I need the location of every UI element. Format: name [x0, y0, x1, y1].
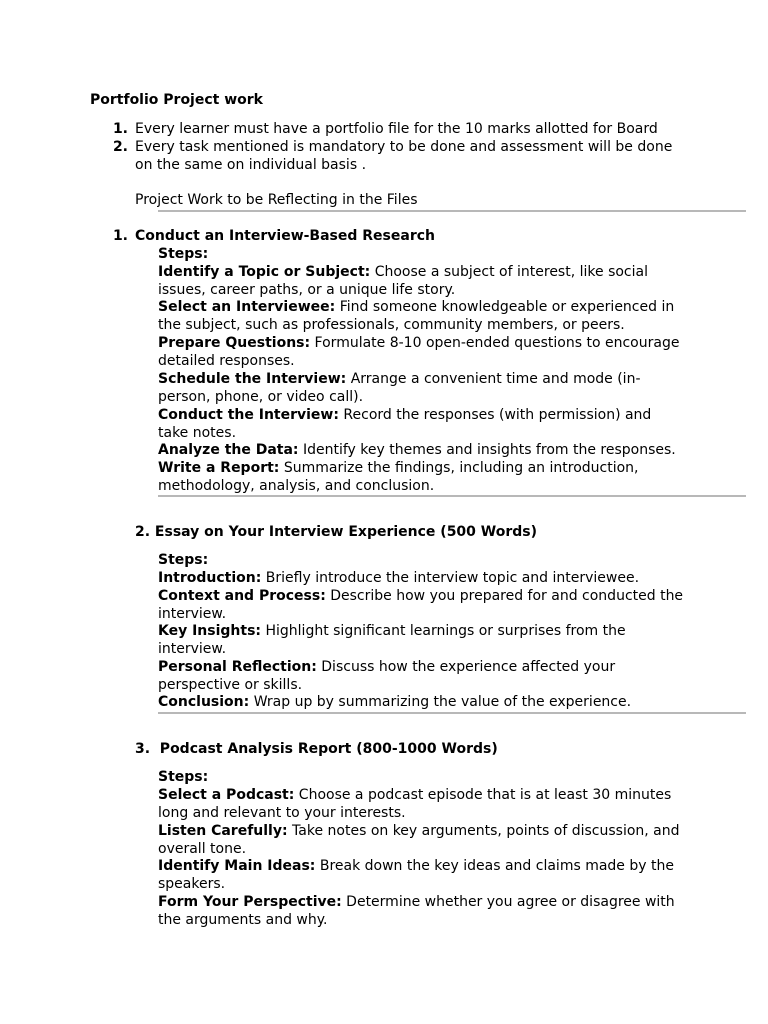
- section2-steps-label: Steps:: [158, 552, 209, 568]
- section2-step: [158, 693, 698, 711]
- page-title: Portfolio Project work: [90, 92, 263, 108]
- section2-step: [158, 622, 628, 658]
- section2-heading: 2. Essay on Your Interview Experience (500 Words): [135, 524, 538, 540]
- step-text: Discuss how the experience affected your perspective or skills.: [158, 659, 616, 693]
- section2-step: [158, 587, 698, 623]
- step-text: Break down the key ideas and claims made by the speakers.: [158, 858, 674, 892]
- section1-step: [158, 406, 658, 442]
- step-label: Conduct the Interview:: [158, 407, 339, 423]
- section3-heading: 3. Podcast Analysis Report (800-1000 Words): [135, 741, 498, 757]
- section3-steps-label: Steps:: [158, 769, 209, 785]
- intro-item-1-text: Every learner must have a portfolio file for the 10 marks allotted for Board: [135, 121, 658, 137]
- step-text: Find someone knowledgeable or experienced in the subject, such as professionals, community members, or peers.: [158, 299, 675, 333]
- project-work-subheading: Project Work to be Reflecting in the Files: [135, 192, 418, 208]
- section2-step: [158, 658, 628, 694]
- step-label: Select an Interviewee:: [158, 299, 336, 315]
- step-text: Determine whether you agree or disagree with the arguments and why.: [158, 894, 675, 928]
- section1-steps-label: Steps:: [158, 246, 209, 262]
- step-text: Identify key themes and insights from the responses.: [298, 442, 676, 458]
- section1-number: 1.: [112, 228, 128, 244]
- section1-step: [158, 441, 698, 459]
- divider: [158, 712, 746, 714]
- section1-step: [158, 334, 698, 370]
- section1-heading: Conduct an Interview-Based Research: [135, 228, 435, 244]
- step-text: Arrange a convenient time and mode (in-person, phone, or video call).: [158, 371, 641, 405]
- divider: [158, 210, 746, 212]
- section1-step: [158, 370, 658, 406]
- step-label: Identify a Topic or Subject:: [158, 264, 371, 280]
- step-label: Listen Carefully:: [158, 823, 288, 839]
- divider: [158, 495, 746, 497]
- step-label: Select a Podcast:: [158, 787, 295, 803]
- step-text: Formulate 8-10 open-ended questions to encourage detailed responses.: [158, 335, 680, 369]
- step-label: Schedule the Interview:: [158, 371, 347, 387]
- step-label: Personal Reflection:: [158, 659, 317, 675]
- step-label: Context and Process:: [158, 588, 326, 604]
- step-text: Wrap up by summarizing the value of the experience.: [249, 694, 632, 710]
- section1-step: [158, 459, 648, 495]
- step-text: Briefly introduce the interview topic and interviewee.: [261, 570, 640, 586]
- section3-step: [158, 893, 698, 929]
- step-text: Describe how you prepared for and conducted the interview.: [158, 588, 684, 622]
- section3-step: [158, 786, 678, 822]
- section1-step: [158, 263, 698, 299]
- step-label: Identify Main Ideas:: [158, 858, 316, 874]
- step-text: Record the responses (with permission) and take notes.: [158, 407, 652, 441]
- section3-step: [158, 857, 698, 893]
- step-text: Choose a subject of interest, like social issues, career paths, or a unique life story.: [158, 264, 648, 298]
- step-label: Write a Report:: [158, 460, 280, 476]
- section2-step: [158, 569, 698, 587]
- intro-item-1-number: 1.: [112, 121, 128, 137]
- step-label: Analyze the Data:: [158, 442, 299, 458]
- section1-step: [158, 298, 698, 334]
- step-label: Form Your Perspective:: [158, 894, 342, 910]
- step-text: Choose a podcast episode that is at least 30 minutes long and relevant to your interests.: [158, 787, 672, 821]
- step-text: Highlight significant learnings or surprises from the interview.: [158, 623, 626, 657]
- step-label: Introduction:: [158, 570, 262, 586]
- intro-item-2-number: 2.: [112, 139, 128, 155]
- intro-item-2-text: Every task mentioned is mandatory to be done and assessment will be done on the same on individual basis .: [135, 139, 673, 173]
- section3-step: [158, 822, 698, 858]
- step-label: Conclusion:: [158, 694, 250, 710]
- step-label: Prepare Questions:: [158, 335, 311, 351]
- step-text: Summarize the findings, including an introduction, methodology, analysis, and conclusion.: [158, 460, 639, 494]
- step-text: Take notes on key arguments, points of discussion, and overall tone.: [158, 823, 680, 857]
- step-label: Key Insights:: [158, 623, 262, 639]
